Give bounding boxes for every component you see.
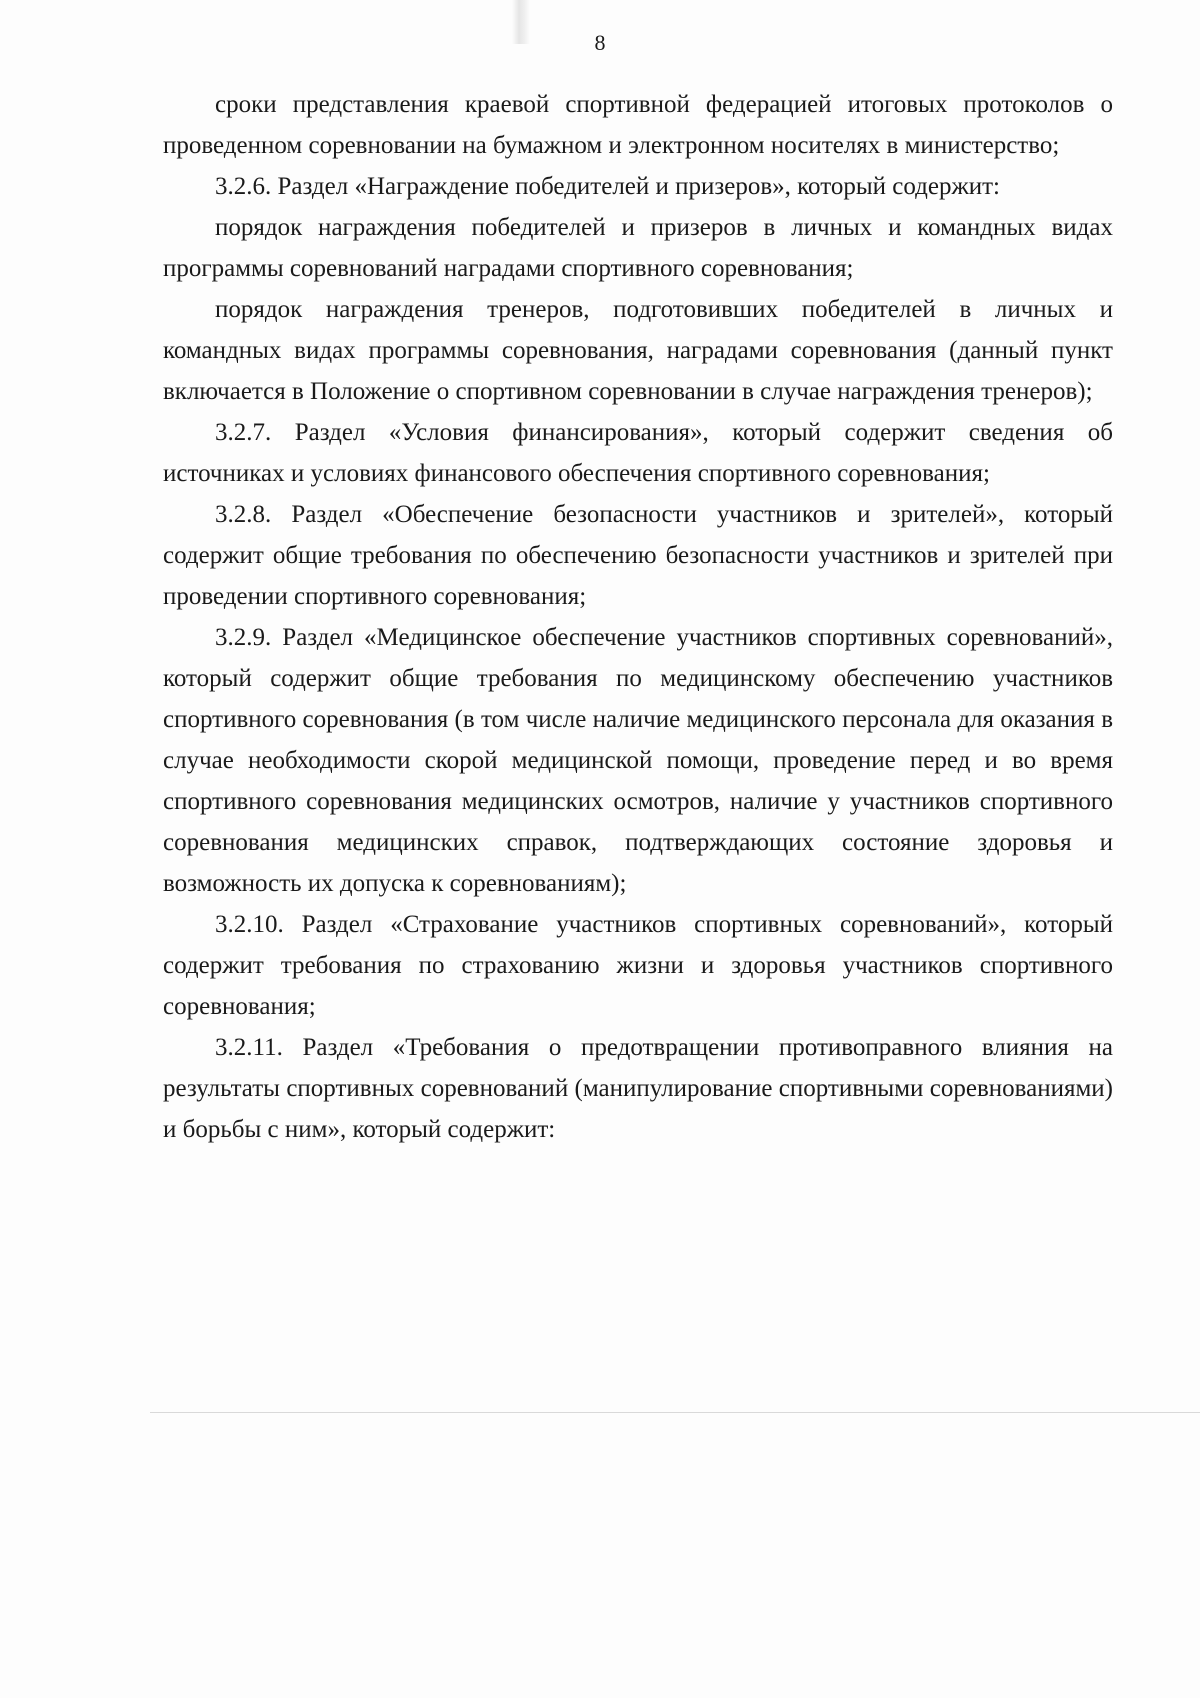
paragraph-section-3-2-11: 3.2.11. Раздел «Требования о предотвращении противоправного влияния на результаты спортивных соревнований (манипулирование спортивными соревнованиями) и борьбы с ним», который содержит:	[163, 1034, 1113, 1143]
paragraph-section-3-2-6: 3.2.6. Раздел «Награждение победителей и призеров», который содержит:	[215, 173, 1000, 200]
paragraph-section-3-2-7: 3.2.7. Раздел «Условия финансирования», который содержит сведения об источниках и условиях финансового обеспечения спортивного соревнования;	[163, 419, 1113, 487]
paragraph-coaches-award-order: порядок награждения тренеров, подготовивших победителей в личных и командных видах программы соревнования, наградами соревнования (данный пункт включается в Положение о спортивном соревновании в случае награждения тренеров);	[163, 296, 1113, 405]
paragraph-section-3-2-10: 3.2.10. Раздел «Страхование участников спортивных соревнований», который содержит требования по страхованию жизни и здоровья участников спортивного соревнования;	[163, 911, 1113, 1020]
document-body	[163, 84, 1113, 1150]
paragraph-winners-award-order: порядок награждения победителей и призеров в личных и командных видах программы соревнований наградами спортивного соревнования;	[163, 214, 1113, 282]
paragraph-section-3-2-8: 3.2.8. Раздел «Обеспечение безопасности участников и зрителей», который содержит общие требования по обеспечению безопасности участников и зрителей при проведении спортивного соревнования;	[163, 501, 1113, 610]
scan-line-artifact	[150, 1412, 1200, 1413]
page-number: 8	[594, 30, 606, 55]
paragraph-section-3-2-9: 3.2.9. Раздел «Медицинское обеспечение участников спортивных соревнований», который содержит общие требования по медицинскому обеспечению участников спортивного соревнования (в том числе наличие медицинского персонала для оказания в случае необходимости скорой медицинской помощи, проведение перед и во время спортивного соревнования медицинских осмотров, наличие у участников спортивного соревнования медицинских справок, подтверждающих состояние здоровья и возможность их допуска к соревнованиям);	[163, 624, 1113, 897]
paragraph-report-deadlines: сроки представления краевой спортивной федерацией итоговых протоколов о проведенном соревновании на бумажном и электронном носителях в министерство;	[163, 91, 1113, 159]
